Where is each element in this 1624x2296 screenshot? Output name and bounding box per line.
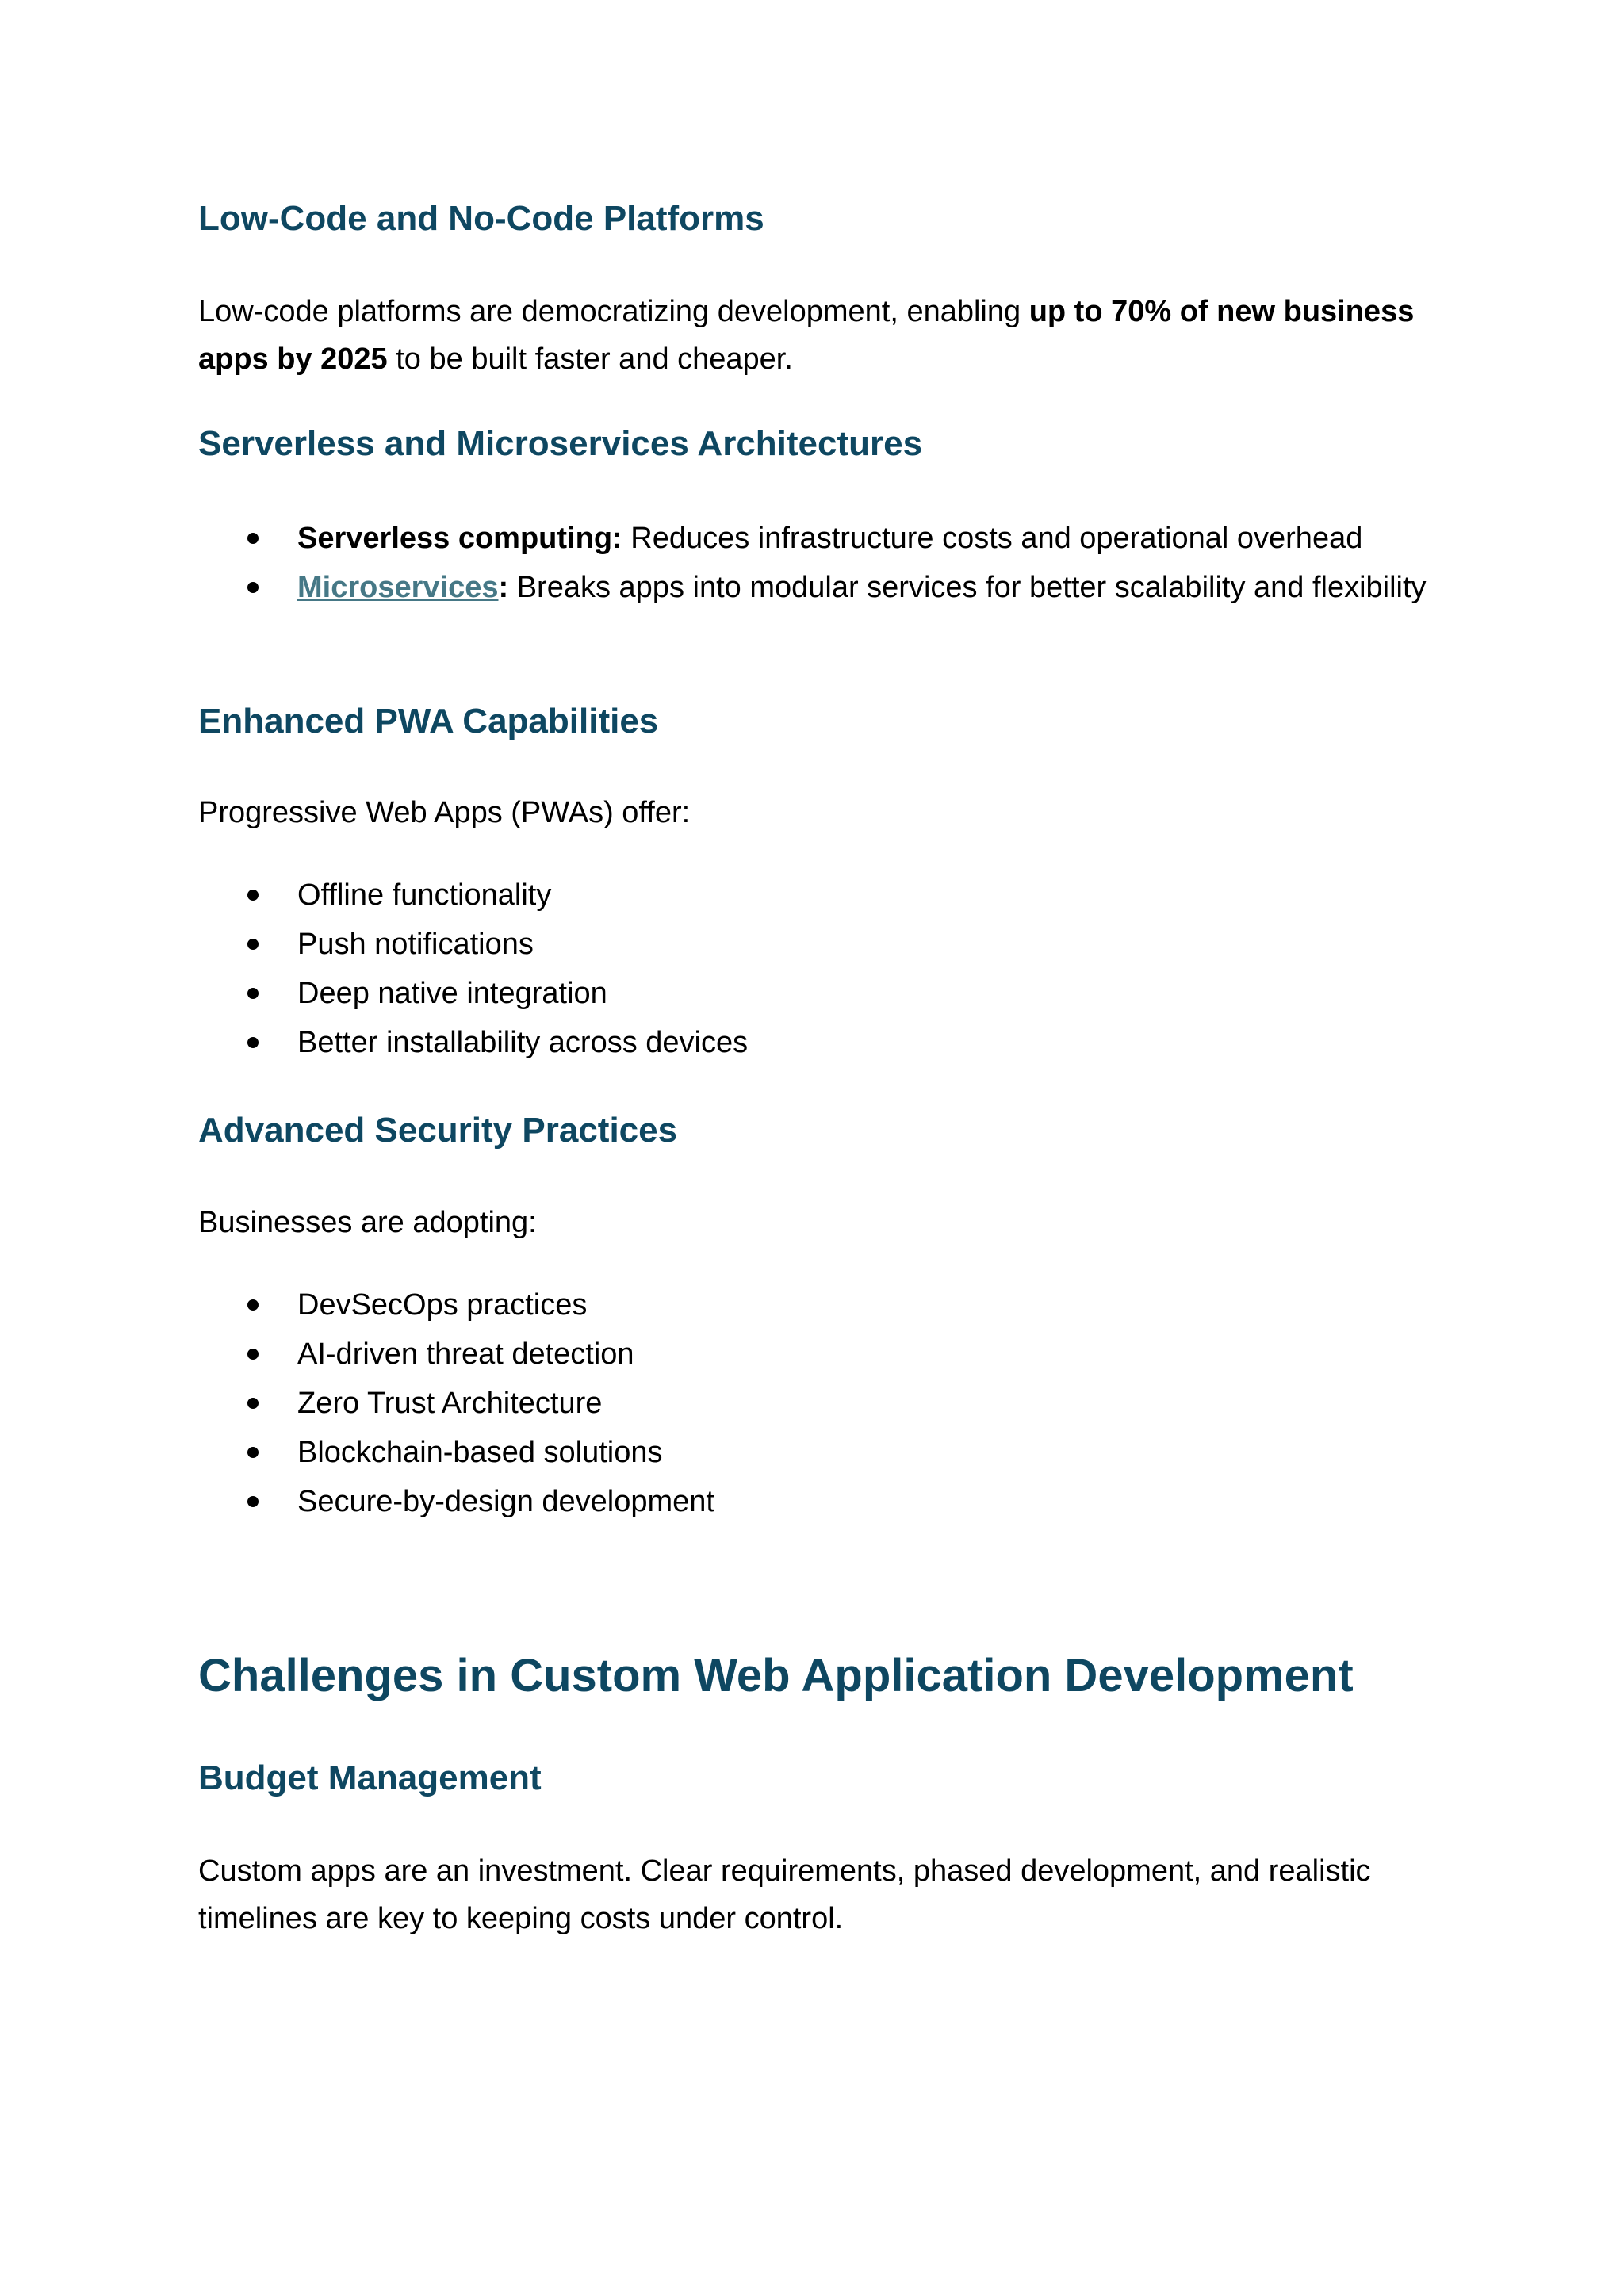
bullet-icon [247, 1037, 259, 1048]
bullet-icon [247, 939, 259, 950]
budget-paragraph: Custom apps are an investment. Clear requirements, phased development, and realistic timelines are key to keeping costs under control. [198, 1854, 1371, 1935]
security-list [198, 1280, 1443, 1526]
serverless-list [198, 514, 1443, 612]
low-code-text-start: Low-code platforms are democratizing development, enabling [198, 295, 1029, 328]
list-item-text: DevSecOps practices [297, 1288, 588, 1322]
list-item-bold-label: Serverless computing: [297, 522, 622, 555]
bullet-icon [247, 1447, 259, 1458]
list-item-text: Breaks apps into modular services for better scalability and flexibility [508, 571, 1427, 604]
list-item-text: Deep native integration [297, 977, 607, 1010]
bullet-icon [247, 988, 259, 999]
list-item [198, 563, 1443, 612]
pwa-intro: Progressive Web Apps (PWAs) offer: [198, 796, 691, 829]
security-intro: Businesses are adopting: [198, 1206, 537, 1239]
list-item-text: Secure-by-design development [297, 1485, 714, 1518]
low-code-paragraph [198, 288, 1435, 383]
list-item [198, 514, 1443, 563]
bullet-icon [247, 890, 259, 901]
bullet-icon [247, 1349, 259, 1360]
list-item-bold-label: : [498, 571, 509, 604]
section-heading-serverless: Serverless and Microservices Architectures [198, 424, 923, 463]
bullet-icon [247, 582, 259, 593]
list-item [198, 1330, 1443, 1379]
list-item [198, 969, 1443, 1018]
section-heading-budget: Budget Management [198, 1758, 542, 1797]
low-code-text-end: to be built faster and cheaper. [387, 342, 793, 376]
list-item [198, 1379, 1443, 1428]
section-heading-low-code: Low-Code and No-Code Platforms [198, 199, 764, 238]
list-item-text: Zero Trust Architecture [297, 1387, 603, 1420]
list-item-text: Better installability across devices [297, 1026, 749, 1059]
bullet-icon [247, 1299, 259, 1311]
list-item-text: AI-driven threat detection [297, 1337, 634, 1371]
list-item-text: Offline functionality [297, 878, 552, 912]
list-item-text: Push notifications [297, 928, 534, 961]
microservices-link[interactable]: Microservices [297, 571, 499, 604]
list-item [198, 1477, 1443, 1526]
section-heading-challenges: Challenges in Custom Web Application Development [198, 1650, 1354, 1701]
bullet-icon [247, 533, 259, 544]
pwa-list [198, 871, 1443, 1067]
list-item-text: Blockchain-based solutions [297, 1436, 663, 1469]
list-item [198, 920, 1443, 969]
low-code-bold-statistic: up to 70% of new business apps by 2025 [198, 295, 1415, 376]
list-item-text: Reduces infrastructure costs and operational overhead [622, 522, 1363, 555]
list-item [198, 1280, 1443, 1330]
bullet-icon [247, 1496, 259, 1507]
list-item [198, 1428, 1443, 1477]
list-item [198, 1018, 1443, 1067]
section-heading-security: Advanced Security Practices [198, 1111, 678, 1150]
list-item [198, 871, 1443, 920]
bullet-icon [247, 1398, 259, 1409]
section-heading-pwa: Enhanced PWA Capabilities [198, 702, 659, 740]
